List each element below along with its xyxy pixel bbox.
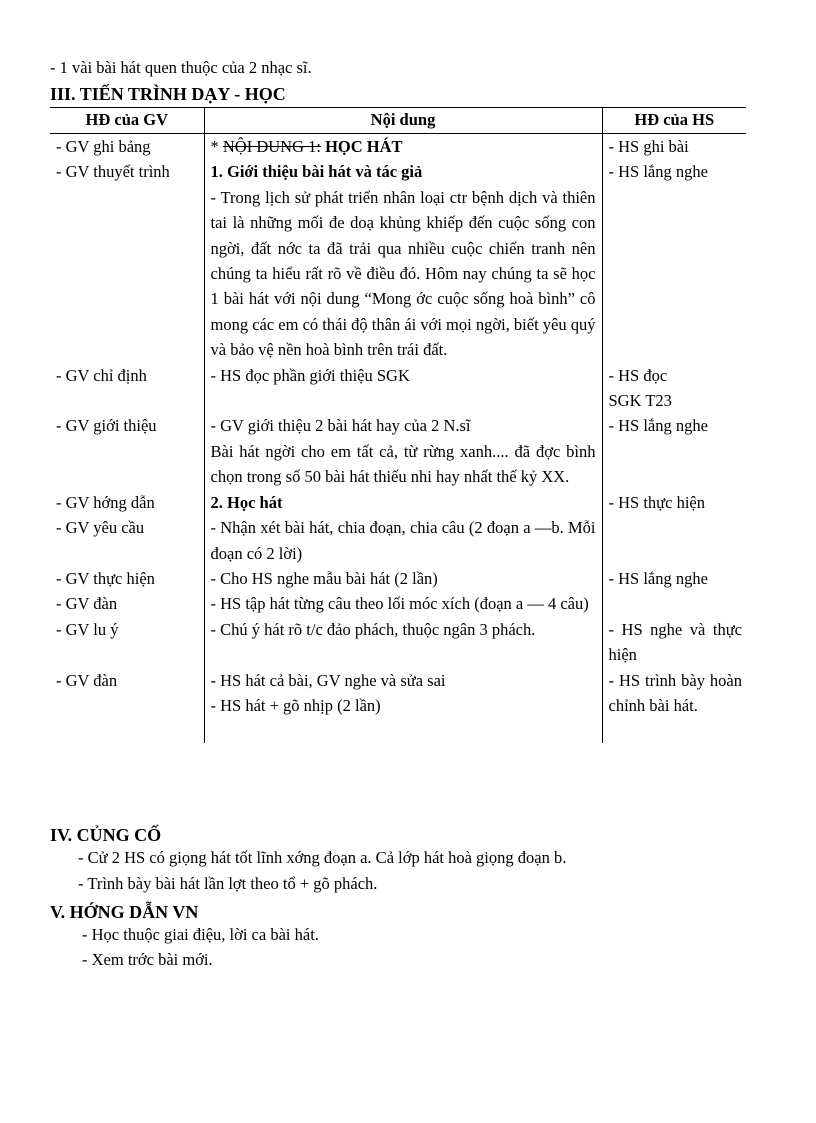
header-content: Nội dung xyxy=(204,108,602,134)
hs-activity: - HS đọc xyxy=(608,365,668,385)
hs-activity: SGK T23 xyxy=(608,391,672,411)
content-paragraph: - Trong lịch sử phát triển nhân loại ctr bệnh dịch và thiên tai là những mối đe doạ khủng khiếp đến cuộc sống con ngời, đất nớc ta đã trải qua nhiều cuộc chiến tranh nên chúng ta hiểu rất rõ về điều đó. Hôm nay chúng ta sẽ học 1 bài hát với nội dung “Mong ớc cuộc sống hoà bình” cô mong các em có thái độ thân ái với mọi ngời, biết yêu quý và bảo vệ nền hoà bình trên trái đất. xyxy=(210,187,596,360)
gv-activity: - GV giới thiệu xyxy=(56,416,157,436)
table-row xyxy=(50,566,746,617)
section4-title: IV. CỦNG CỐ xyxy=(50,825,162,845)
table-header-row xyxy=(50,108,746,134)
section5-item: - Xem trớc bài mới. xyxy=(82,950,213,969)
content-line: Bài hát ngời cho em tất cả, từ rừng xanh.... đã đợc bình chọn trong số 50 bài hát thiếu nhi hay nhất thế kỷ XX. xyxy=(210,441,596,487)
table-row xyxy=(50,413,746,489)
struck-label: NỘI DUNG 1: xyxy=(222,137,321,156)
table-row xyxy=(50,490,746,566)
table-row xyxy=(50,134,746,363)
hs-activity: - HS nghe và thực hiện xyxy=(608,619,742,665)
gv-activity: - GV lu ý xyxy=(56,619,119,639)
gv-activity: - GV chỉ định xyxy=(56,365,147,385)
content-line: - HS tập hát từng câu theo lối móc xích (đoạn a — 4 câu) xyxy=(210,594,589,614)
gv-activity: - GV yêu cầu xyxy=(56,518,145,538)
hs-activity: - HS ghi bài xyxy=(608,137,689,156)
table-row xyxy=(50,617,746,668)
section4-item: - Cử 2 HS có giọng hát tốt lĩnh xớng đoạn a. Cả lớp hát hoà giọng đoạn b. xyxy=(78,848,567,867)
hs-activity: - HS trình bày hoàn chỉnh bài hát. xyxy=(608,670,742,715)
content-line: - Cho HS nghe mẫu bài hát (2 lần) xyxy=(210,568,438,588)
content-title xyxy=(211,134,596,159)
content-subtitle: 2. Học hát xyxy=(210,492,283,512)
table-row xyxy=(50,668,746,744)
content-prefix: * xyxy=(210,137,223,156)
content-line: - HS hát + gõ nhịp (2 lần) xyxy=(210,695,381,715)
hs-activity: - HS lắng nghe xyxy=(608,162,708,182)
content-line: - HS đọc phần giới thiệu SGK xyxy=(210,365,410,385)
content-subtitle: 1. Giới thiệu bài hát và tác giả xyxy=(210,162,423,182)
content-line: - Nhận xét bài hát, chia đoạn, chia câu (2 đoạn a —b. Mỗi đoạn có 2 lời) xyxy=(210,518,596,563)
hs-activity: - HS lắng nghe xyxy=(608,568,708,588)
hs-activity: - HS thực hiện xyxy=(608,492,705,512)
content-line: - Chú ý hát rõ t/c đảo phách, thuộc ngân 3 phách. xyxy=(210,619,536,639)
content-line: - HS hát cả bài, GV nghe và sửa sai xyxy=(210,670,446,690)
content-line: - GV giới thiệu 2 bài hát hay của 2 N.sĩ xyxy=(210,416,471,436)
gv-activity: - GV đàn xyxy=(56,670,118,690)
section5-title: V. HỚNG DẪN VN xyxy=(50,902,199,922)
intro-line: - 1 vài bài hát quen thuộc của 2 nhạc sĩ. xyxy=(50,58,312,77)
header-hs: HĐ của HS xyxy=(602,108,746,134)
gv-activity: - GV thực hiện xyxy=(56,568,155,588)
section4-item: - Trình bày bài hát lần lợt theo tổ + gõ phách. xyxy=(78,874,378,893)
section3-title: III. TIẾN TRÌNH DẠY - HỌC xyxy=(50,84,286,104)
hs-activity: - HS lắng nghe xyxy=(608,416,708,436)
gv-activity: - GV đàn xyxy=(56,594,118,614)
content-heading: HỌC HÁT xyxy=(320,137,403,156)
lesson-table xyxy=(50,107,746,743)
header-gv: HĐ của GV xyxy=(50,108,204,134)
section5-item: - Học thuộc giai điệu, lời ca bài hát. xyxy=(82,925,319,944)
gv-activity: - GV hớng dẫn xyxy=(56,492,155,512)
gv-activity: - GV thuyết trình xyxy=(56,162,170,182)
table-row xyxy=(50,363,746,414)
gv-activity: - GV ghi bảng xyxy=(56,137,151,156)
